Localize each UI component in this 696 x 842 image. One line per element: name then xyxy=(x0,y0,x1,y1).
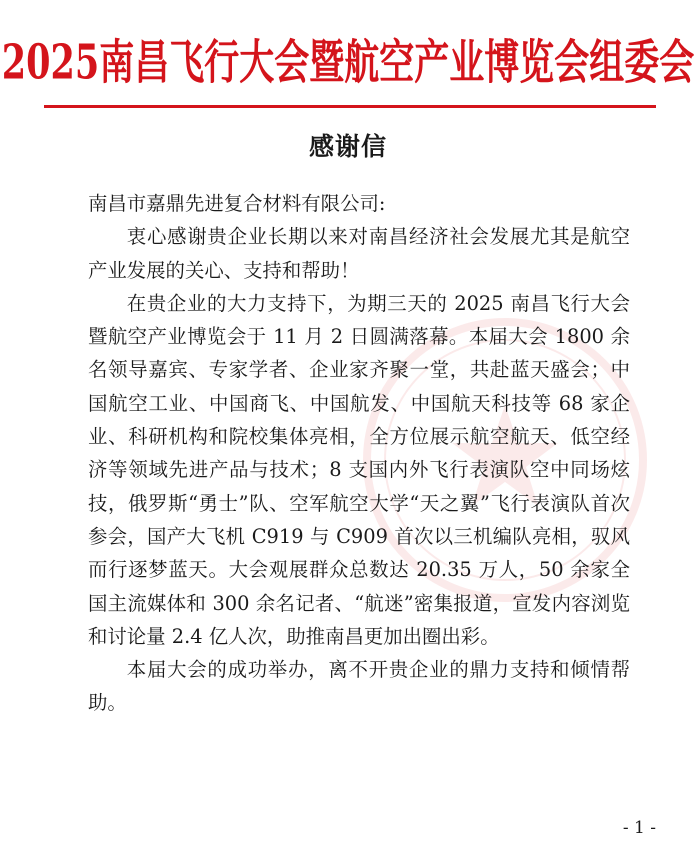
paragraph-event-summary: 在贵企业的大力支持下，为期三天的 2025 南昌飞行大会暨航空产业博览会于 11 月 2 日圆满落幕。本届大会 1800 余名领导嘉宾、专家学者、企业家齐聚一堂，共赴蓝天盛会；中国航空工业、中国商飞、中国航发、中国航天科技等 68 家企业、科研机构和院校集体亮相，全方位展示航空航天、低空经济等领域先进产品与技术；8 支国内外飞行表演队空中同场炫技，俄罗斯“勇士”队、空军航空大学“天之翼”飞行表演队首次参会，国产大飞机 C919 与 C909 首次以三机编队亮相，驭风而行逐梦蓝天。大会观展群众总数达 20.35 万人，50 余家全国主流媒体和 300 余名记者、“航迷”密集报道，宣发内容浏览和讨论量 2.4 亿人次，助推南昌更加出圈出彩。 xyxy=(88,291,630,648)
paragraph-gratitude: 衷心感谢贵企业长期以来对南昌经济社会发展尤其是航空产业发展的关心、支持和帮助！ xyxy=(88,225,630,282)
letter-body xyxy=(88,187,630,720)
paragraph-closing: 本届大会的成功举办，离不开贵企业的鼎力支持和倾情帮助。 xyxy=(88,658,630,715)
header-red-rule xyxy=(44,105,656,108)
document-title: 感谢信 xyxy=(308,132,387,161)
page-number: - 1 - xyxy=(622,818,656,838)
salutation: 南昌市嘉鼎先进复合材料有限公司: xyxy=(88,192,386,215)
organization-header: 2025南昌飞行大会暨航空产业博览会组委会 xyxy=(1,35,695,91)
